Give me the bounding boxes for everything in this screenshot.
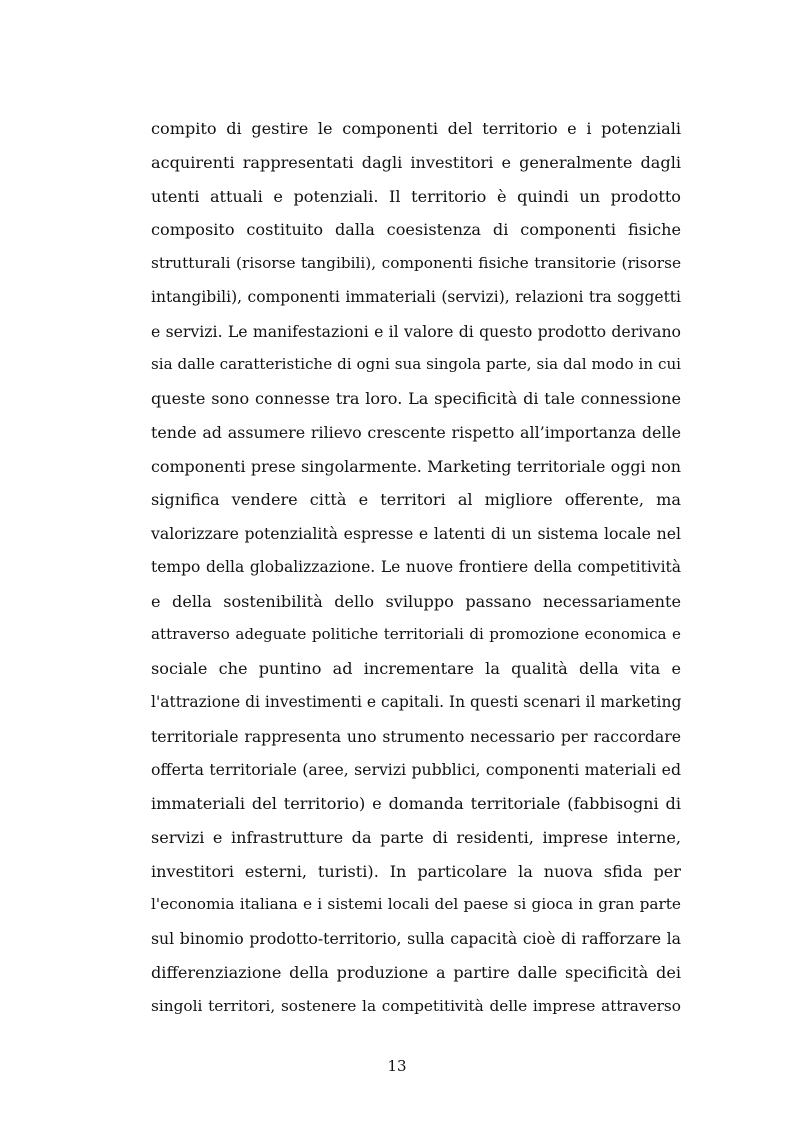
text-line: territoriale rappresenta uno strumento necessario per raccordare	[151, 726, 681, 746]
page-number: 13	[387, 1057, 407, 1075]
text-line: l'attrazione di investimenti e capitali. In questi scenari il marketing	[151, 692, 682, 711]
text-line: tempo della globalizzazione. Le nuove frontiere della competitività	[151, 557, 681, 576]
text-line: utenti attuali e potenziali. Il territorio è quindi un prodotto	[151, 186, 681, 206]
text-line: queste sono connesse tra loro. La specificità di tale connessione	[151, 389, 681, 408]
text-line: strutturali (risorse tangibili), componenti fisiche transitorie (risorse	[151, 254, 681, 272]
text-line: tende ad assumere rilievo crescente rispetto all’importanza delle	[151, 422, 681, 442]
text-line: e servizi. Le manifestazioni e il valore di questo prodotto derivano	[151, 321, 681, 341]
text-line: valorizzare potenzialità espresse e latenti di un sistema locale nel	[151, 524, 681, 543]
text-line: singoli territori, sostenere la competitività delle imprese attraverso	[151, 996, 681, 1015]
text-line: sul binomio prodotto-territorio, sulla capacità cioè di rafforzare la	[151, 929, 681, 948]
text-line: sia dalle caratteristiche di ogni sua singola parte, sia dal modo in cui	[151, 355, 681, 374]
text-line: l'economia italiana e i sistemi locali del paese si gioca in gran parte	[151, 895, 681, 914]
text-line: acquirenti rappresentati dagli investitori e generalmente dagli	[151, 152, 681, 172]
text-line: investitori esterni, turisti). In particolare la nuova sfida per	[151, 861, 681, 881]
text-line: significa vendere città e territori al migliore offerente, ma	[151, 490, 681, 510]
text-line: offerta territoriale (aree, servizi pubblici, componenti materiali ed	[151, 760, 681, 780]
text-line: attraverso adeguate politiche territoriali di promozione economica e	[151, 625, 681, 644]
body-text	[151, 112, 681, 1023]
text-line: composito costituito dalla coesistenza di componenti fisiche	[151, 220, 681, 240]
text-line: immateriali del territorio) e domanda territoriale (fabbisogni di	[151, 794, 681, 813]
text-line: componenti prese singolarmente. Marketing territoriale oggi non	[151, 456, 681, 476]
text-line: e della sostenibilità dello sviluppo passano necessariamente	[151, 591, 681, 611]
text-line: intangibili), componenti immateriali (servizi), relazioni tra soggetti	[151, 287, 681, 306]
text-line: differenziazione della produzione a partire dalle specificità dei	[151, 962, 681, 982]
text-line: servizi e infrastrutture da parte di residenti, imprese interne,	[151, 827, 681, 847]
text-line: sociale che puntino ad incrementare la qualità della vita e	[151, 659, 681, 678]
text-line: compito di gestire le componenti del territorio e i potenziali	[151, 119, 681, 138]
